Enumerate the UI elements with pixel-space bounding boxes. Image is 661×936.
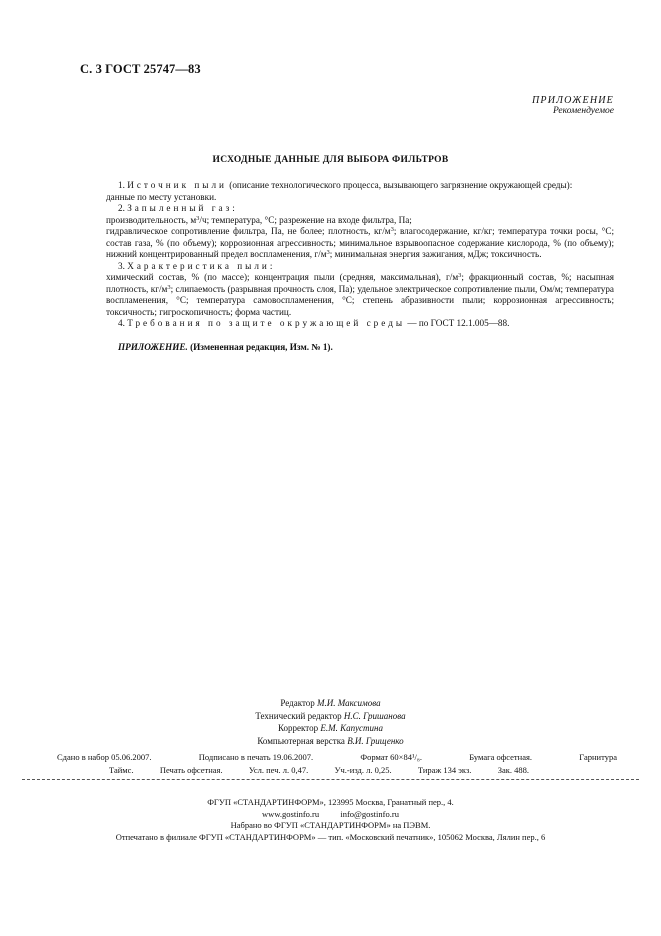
publisher-printed: Отпечатано в филиале ФГУП «СТАНДАРТИНФОРМ» — тип. «Московский печатник», 105062 Москва, Лялин пер., 6 [115,831,546,842]
item-1-line2: данные по месту установки. [106,191,217,202]
credit-corrector-role: Корректор [277,723,319,733]
item-3-p1-text: химический состав, % (по массе); концентрация пыли (средняя, максимальная), г/м [106,272,459,282]
credit-editor-name: М.И. Максимова [317,698,381,708]
credit-editor [0,697,661,710]
appendix-status: Рекомендуемое [552,106,614,116]
body-text [106,180,614,353]
publisher-address: ФГУП «СТАНДАРТИНФОРМ», 123995 Москва, Гранатный пер., 4. [207,797,454,807]
document-title: ИСХОДНЫЕ ДАННЫЕ ДЛЯ ВЫБОРА ФИЛЬТРОВ [212,155,449,165]
publisher-block [0,797,661,843]
imprint-circulation: Тираж 134 экз. [417,765,472,775]
item-2-p2-text-c: ; минимальная энергия зажигания, мДж; токсичность. [329,249,542,259]
imprint-order: Зак. 488. [497,765,529,775]
item-2-number: 2. [118,203,125,213]
item-2-para-1 [106,215,614,227]
item-3-p1-text-b: ; фракционный состав, %; насыпная плотность, кг/м [106,272,614,294]
publisher-contacts: www.gostinfo.ru info@gostinfo.ru [262,808,399,819]
item-2-p1-text: производительность, м [106,214,197,225]
amendment-note-label: ПРИЛОЖЕНИЕ. [118,341,188,352]
credit-tech-name: Н.С. Гришанова [343,710,406,721]
item-3 [106,261,614,273]
item-4-text: — по ГОСТ 12.1.005—88. [405,318,510,328]
item-2-p2-sup2: 3 [326,249,330,256]
amendment-note-text: (Измененная редакция, Изм. № 1). [187,341,333,352]
credit-tech-editor [0,710,661,723]
item-3-p1-sup2: 3 [167,283,171,291]
item-3-p1-text-c: ; слипаемость (разрывная прочность слоя, Па); удельное электрическое сопротивление пыли, Ом/м; температура воспламенения, °С; температура самовоспламенения, °С; степень абразивности пыли; коррозионная агрессивность; токсичность; гигроскопичность; форма частиц. [106,283,614,317]
credit-layout [0,735,661,748]
appendix-block [532,95,614,116]
publisher-typeset: Набрано во ФГУП «СТАНДАРТИНФОРМ» на ПЭВМ. [230,820,431,830]
item-1-heading: Источник пыли [127,180,227,190]
item-1-number: 1. [118,180,125,190]
item-1-text: (описание технологического процесса, вызывающего загрязнение окружающей среды): [226,180,573,190]
credit-corrector [0,722,661,735]
page-header: С. 3 ГОСТ 25747—83 [80,62,201,76]
item-3-para-1 [106,272,614,318]
imprint-row-2 [57,764,617,777]
item-2-p2-text-b: ; влагосодержание, кг/кг; температура точки росы, °С; состав газа, % (по объему); коррозионная агрессивность; минимальное взрывоопасное содержание кислорода, % (по объему); нижний концентрированный предел воспламенения, г/м [106,226,614,259]
item-4 [106,318,614,330]
item-1 [106,180,614,192]
imprint-publisher-sheets: Уч.-изд. л. 0,25. [334,765,392,775]
credit-layout-name: В.И. Грищенко [347,735,404,746]
imprint-typeface-label: Гарнитура [579,752,617,762]
imprint-block [57,751,617,777]
credits-block [0,697,661,747]
credit-corrector-name: Е.М. Капустина [320,723,384,733]
imprint-signed-date: Подписано в печать 19.06.2007. [198,752,314,762]
credit-layout-role: Компьютерная верстка [257,735,345,746]
divider-line [22,779,639,780]
imprint-format: Формат 60×84¹/₈. [360,752,422,762]
imprint-row-1 [57,751,617,764]
amendment-note [106,342,614,354]
item-3-heading: Характеристика пыли: [127,260,276,271]
credit-editor-role: Редактор [280,698,315,708]
credit-tech-role: Технический редактор [255,710,342,721]
item-2-p1-sup: 3 [196,214,200,222]
item-4-number: 4. [118,318,125,328]
item-2-p2-text: гидравлическое сопротивление фильтра, Па, не более; плотность, кг/м [106,226,391,236]
item-2-para-2 [106,226,614,261]
item-2-p1-text-b: /ч; температура, °С; разрежение на входе фильтра, Па; [199,214,412,225]
imprint-print-type: Печать офсетная. [159,765,223,775]
item-4-heading: Требования по защите окружающей среды [127,318,406,328]
item-3-p1-sup: 3 [458,272,462,279]
item-2-heading: Запыленный газ: [127,203,238,213]
item-2-p2-sup: 3 [390,226,394,233]
imprint-paper: Бумага офсетная. [469,752,532,762]
imprint-print-sheets: Усл. печ. л. 0,47. [248,765,309,775]
item-3-number: 3. [118,260,125,271]
imprint-typeset-date: Сдано в набор 05.06.2007. [57,752,152,762]
appendix-label: ПРИЛОЖЕНИЕ [532,95,614,106]
imprint-typeface: Таймс. [109,765,134,775]
item-2 [106,203,614,215]
